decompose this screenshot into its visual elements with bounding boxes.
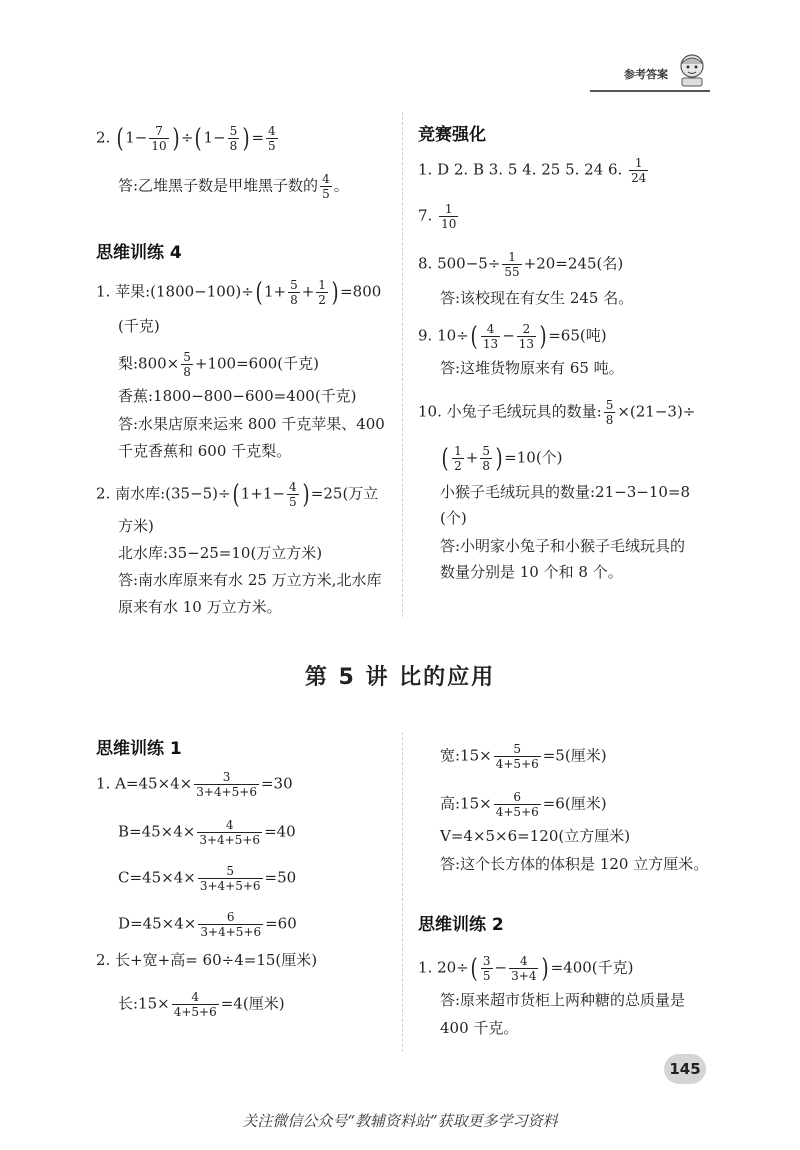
column-divider (402, 112, 403, 617)
jsqh-r1: 1. D 2. B 3. 5 4. 25 5. 24 6. $\frac{1}{24}$ (418, 156, 647, 185)
section-title: 思维训练 4 (96, 243, 182, 263)
text-line: (千克) (118, 317, 160, 335)
sw1-a: 1. A=45×4× $\frac{3}{3+4+5+6}$ =30 (96, 770, 293, 799)
text-line: 400 千克。 (440, 1019, 519, 1037)
text-line: 答:这堆货物原来有 65 吨。 (440, 359, 624, 377)
sw1-gao: 高:15× $\frac{6}{4+5+6}$ =6(厘米) (440, 790, 607, 819)
sw1-b: B=45×4× $\frac{4}{3+4+5+6}$ =40 (118, 818, 296, 847)
section-title: 思维训练 2 (418, 915, 504, 935)
sw1-chang: 长:15× $\frac{4}{4+5+6}$ =4(厘米) (118, 990, 285, 1019)
jsqh-r10-b: ( $\frac{1}{2}$ + $\frac{5}{8}$ ) =10(个) (441, 443, 563, 474)
sw4-q2: 2. 南水库:(35−5)÷( 1+1− $\frac{4}{5}$ ) =25(万立 (96, 479, 379, 510)
jsqh-r9: 9. 10÷( $\frac{4}{13}$ − $\frac{2}{13}$ ) =65(吨) (418, 321, 607, 352)
text-line: 数量分别是 10 个和 8 个。 (440, 563, 623, 581)
text-line: 答:小明家小兔子和小猴子毛绒玩具的 (440, 537, 686, 555)
text-line: 原来有水 10 万立方米。 (118, 598, 282, 616)
header-label: 参考答案 (624, 68, 668, 81)
text-line: 香蕉:1800−800−600=400(千克) (118, 387, 357, 405)
problem-2: 2. ( 1− $\frac{7}{10}$ ) ÷( 1− $\frac{5}{8}$ ) = $\frac{4}{5}$ (96, 123, 276, 154)
text-line: 北水库:35−25=10(万立方米) (118, 544, 323, 562)
text-line: 答:该校现在有女生 245 名。 (440, 289, 634, 307)
mascot-icon (672, 52, 712, 88)
text-line: V=4×5×6=120(立方厘米) (440, 827, 631, 845)
text-line: 2. 长+宽+高= 60÷4=15(厘米) (96, 951, 318, 969)
text-line: 千克香蕉和 600 千克梨。 (118, 442, 292, 460)
jsqh-r7: 7. $\frac{1}{10}$ (418, 202, 457, 231)
footer-note: 关注微信公众号“教辅资料站”获取更多学习资料 (242, 1112, 558, 1130)
section-title: 竞赛强化 (418, 125, 486, 145)
problem-2-answer: 答:乙堆黑子数是甲堆黑子数的 $\frac{4}{5}$ 。 (118, 172, 349, 201)
text-line: 方米) (118, 517, 154, 535)
column-divider (402, 732, 403, 1052)
sw4-li: 梨:800× $\frac{5}{8}$ +100=600(千克) (118, 350, 320, 379)
sw1-d: D=45×4× $\frac{6}{3+4+5+6}$ =60 (118, 910, 297, 939)
sw2-q1: 1. 20÷( $\frac{3}{5}$ − $\frac{4}{3+4}$ ) =400(千克) (418, 953, 634, 984)
section-title: 思维训练 1 (96, 739, 182, 759)
sw1-kuan: 宽:15× $\frac{5}{4+5+6}$ =5(厘米) (440, 742, 607, 771)
text-line: 小猴子毛绒玩具的数量:21−3−10=8 (440, 483, 691, 501)
jsqh-r10: 10. 小兔子毛绒玩具的数量: $\frac{5}{8}$ ×(21−3)÷ (418, 398, 696, 427)
text-line: (个) (440, 509, 467, 527)
page-number: 145 (664, 1054, 706, 1084)
jsqh-r8: 8. 500−5÷ $\frac{1}{55}$ +20=245(名) (418, 250, 624, 279)
text-line: 答:水果店原来运来 800 千克苹果、400 (118, 415, 385, 433)
text-line: 答:这个长方体的体积是 120 立方厘米。 (440, 855, 709, 873)
text-line: 答:南水库原来有水 25 万立方米,北水库 (118, 571, 382, 589)
chapter-title: 第 5 讲 比的应用 (304, 665, 496, 690)
header-rule (590, 90, 710, 92)
sw4-q1: 1. 苹果:(1800−100)÷( 1+ $\frac{5}{8}$ + $\frac{1}{2}$ ) =800 (96, 277, 382, 308)
text-line: 答:原来超市货柜上两种糖的总质量是 (440, 991, 686, 1009)
sw1-c: C=45×4× $\frac{5}{3+4+5+6}$ =50 (118, 864, 297, 893)
